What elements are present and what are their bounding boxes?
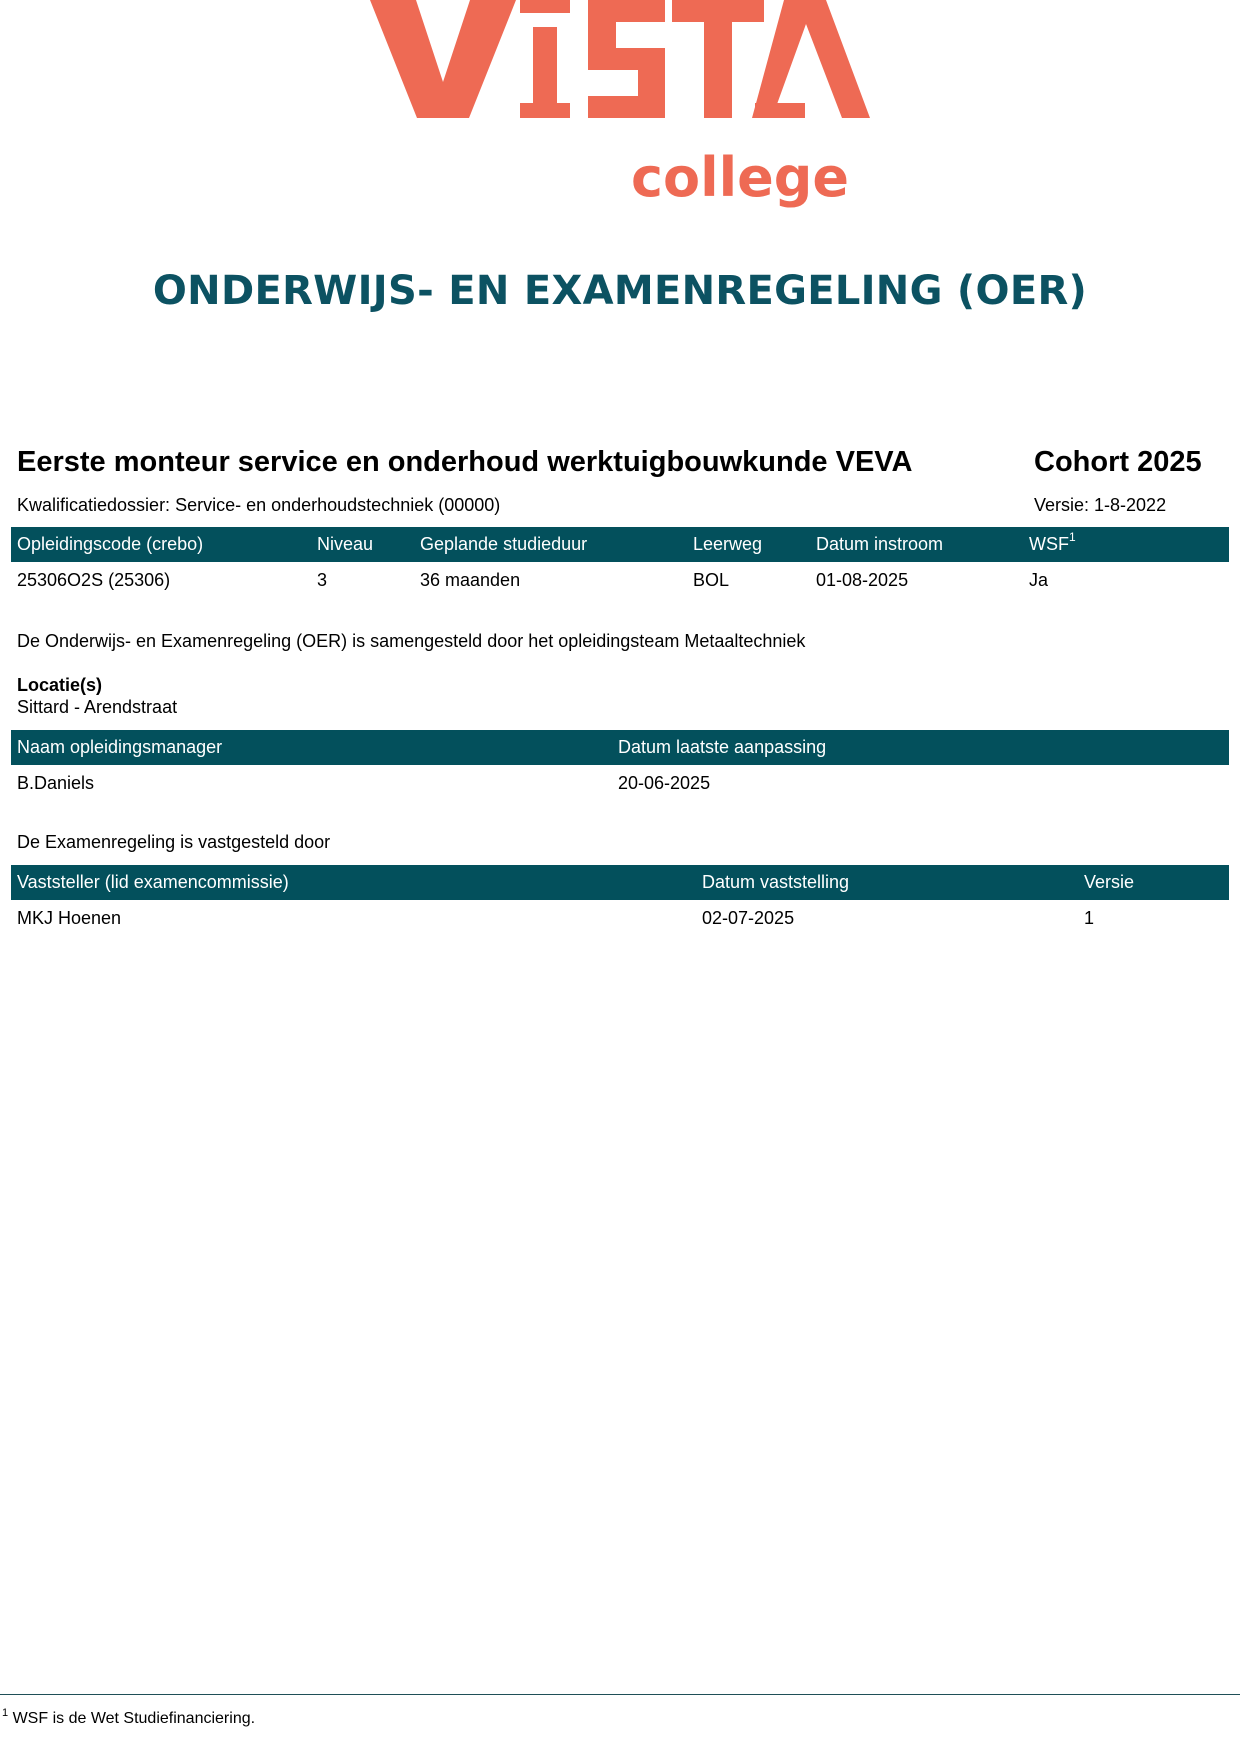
cell-level: 3 [317,570,328,590]
header-path: Leerweg [693,534,763,554]
header-version: Versie [1084,872,1135,892]
header-level: Niveau [317,534,374,554]
dossier-version: Versie: 1-8-2022 [1034,495,1167,515]
header-wsf-label: WSF [1029,534,1069,554]
footnote-divider [0,1694,1240,1695]
program-table-header [11,527,1229,562]
exam-table-row [11,901,1229,936]
exam-intro: De Examenregeling is vastgesteld door [17,832,331,852]
footnote-marker: 1 [2,1706,9,1719]
footnote [2,1706,256,1728]
cell-set-date: 02-07-2025 [702,908,795,928]
course-title: Eerste monteur service en onderhoud werktuigbouwkunde VEVA [17,446,913,478]
header-wsf [1029,527,1076,562]
cell-duration: 36 maanden [420,570,521,590]
location-label: Locatie(s) [17,675,103,695]
cohort-label: Cohort 2025 [1034,446,1202,478]
manager-table-header [11,730,1229,765]
svg-text:college: college [630,146,850,209]
header-duration: Geplande studieduur [420,534,588,554]
exam-table-header [11,865,1229,900]
cell-version: 1 [1084,908,1095,928]
header-code: Opleidingscode (crebo) [17,534,204,554]
header-start: Datum instroom [816,534,944,554]
header-setter: Vaststeller (lid examencommissie) [17,872,289,892]
vista-college-logo [360,0,880,215]
program-table-row [11,563,1229,598]
footnote-text: WSF is de Wet Studiefinanciering. [12,1710,256,1727]
footnote-ref: 1 [1069,530,1076,544]
header-manager-name: Naam opleidingsmanager [17,737,223,757]
manager-table-row [11,766,1229,801]
cell-last-change: 20-06-2025 [618,773,711,793]
cell-wsf: Ja [1029,570,1049,590]
team-statement: De Onderwijs- en Examenregeling (OER) is samengesteld door het opleidingsteam Metaaltechniek [17,631,806,651]
cell-path: BOL [693,570,730,590]
location-value: Sittard - Arendstraat [17,697,178,717]
cell-setter: MKJ Hoenen [17,908,122,928]
cell-code: 25306O2S (25306) [17,570,171,590]
cell-manager-name: B.Daniels [17,773,95,793]
qualification-dossier: Kwalificatiedossier: Service- en onderhoudstechniek (00000) [17,495,501,515]
header-last-change: Datum laatste aanpassing [618,737,827,757]
document-title: ONDERWIJS- EN EXAMENREGELING (OER) [152,268,1088,314]
cell-start: 01-08-2025 [816,570,909,590]
header-set-date: Datum vaststelling [702,872,850,892]
